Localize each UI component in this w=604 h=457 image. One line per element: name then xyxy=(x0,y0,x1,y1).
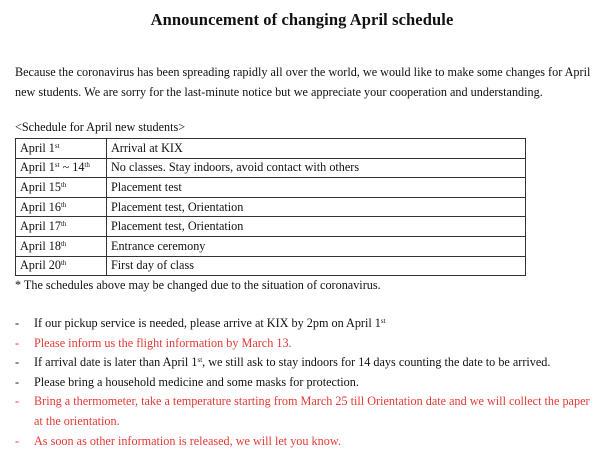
schedule-event: Entrance ceremony xyxy=(107,236,526,256)
date-ordinal: st xyxy=(54,141,60,150)
schedule-caption: <Schedule for April new students> xyxy=(15,120,186,134)
date-text: April 1 xyxy=(20,160,55,175)
item-ordinal: st xyxy=(197,356,203,365)
schedule-date xyxy=(16,217,107,237)
schedule-note: * The schedules above may be changed due to the situation of coronavirus. xyxy=(15,278,381,292)
schedule-date xyxy=(16,197,107,217)
date-range: ~ 14 xyxy=(59,160,85,175)
date-ordinal: th xyxy=(60,180,67,189)
date-text: April 1 xyxy=(20,140,55,155)
schedule-table xyxy=(15,138,526,276)
schedule-event: Placement test xyxy=(107,178,526,198)
schedule-date xyxy=(16,139,107,159)
date-text: April 17 xyxy=(20,219,61,234)
schedule-event: No classes. Stay indoors, avoid contact with others xyxy=(107,158,526,178)
table-row xyxy=(16,139,526,159)
item-text: If our pickup service is needed, please arrive at KIX by 2pm on April 1 xyxy=(34,316,381,330)
schedule-event: First day of class xyxy=(107,256,526,276)
page-title: Announcement of changing April schedule xyxy=(150,10,454,29)
item-text: As soon as other information is released, we will let you know. xyxy=(34,433,341,448)
table-row xyxy=(16,197,526,217)
date-text: April 15 xyxy=(20,179,61,194)
schedule-date xyxy=(16,178,107,198)
schedule-event: Placement test, Orientation xyxy=(107,197,526,217)
date-ordinal: th xyxy=(60,239,67,248)
list-item xyxy=(15,392,595,431)
bullet-dash: - xyxy=(15,394,20,409)
item-ordinal: st xyxy=(380,317,386,325)
bullet-dash: - xyxy=(15,316,20,330)
item-text: Please bring a household medicine and some masks for protection. xyxy=(34,374,359,389)
notice-list xyxy=(15,314,595,451)
item-text: If arrival date is later than April 1 xyxy=(34,355,198,370)
date-ordinal: th xyxy=(60,200,67,209)
date-text: April 18 xyxy=(20,238,61,253)
bullet-dash: - xyxy=(15,374,20,389)
table-row xyxy=(16,256,526,276)
schedule-event: Placement test, Orientation xyxy=(107,217,526,237)
intro-paragraph: Because the coronavirus has been spreading rapidly all over the world, we would like to make some changes for April new students. We are sorry for the last-minute notice but we appreciate your cooperation and understanding. xyxy=(15,65,591,99)
schedule-date xyxy=(16,236,107,256)
bullet-dash: - xyxy=(15,355,20,370)
table-row xyxy=(16,236,526,256)
date-ordinal: th xyxy=(60,259,67,268)
schedule-event: Arrival at KIX xyxy=(107,139,526,159)
list-item xyxy=(15,373,595,393)
schedule-date xyxy=(16,256,107,276)
item-text: Please inform us the flight information by March 13. xyxy=(34,335,292,350)
item-text: Bring a thermometer, take a temperature starting from March 25 till Orientation date and we will collect the paper at the orientation. xyxy=(34,394,590,428)
date-text: April 20 xyxy=(20,258,61,273)
table-row xyxy=(16,158,526,178)
bullet-dash: - xyxy=(15,335,20,350)
list-item xyxy=(15,334,595,354)
date-range-ordinal: th xyxy=(84,161,90,170)
date-text: April 16 xyxy=(20,199,61,214)
list-item xyxy=(15,353,595,373)
bullet-dash: - xyxy=(15,433,20,448)
table-row xyxy=(16,217,526,237)
item-text-after: , we still ask to stay indoors for 14 days counting the date to be arrived. xyxy=(202,355,551,370)
list-item xyxy=(15,432,595,452)
schedule-date xyxy=(16,158,107,178)
date-ordinal: th xyxy=(60,220,67,229)
list-item xyxy=(15,314,595,334)
date-ordinal: st xyxy=(54,161,60,170)
table-row xyxy=(16,178,526,198)
